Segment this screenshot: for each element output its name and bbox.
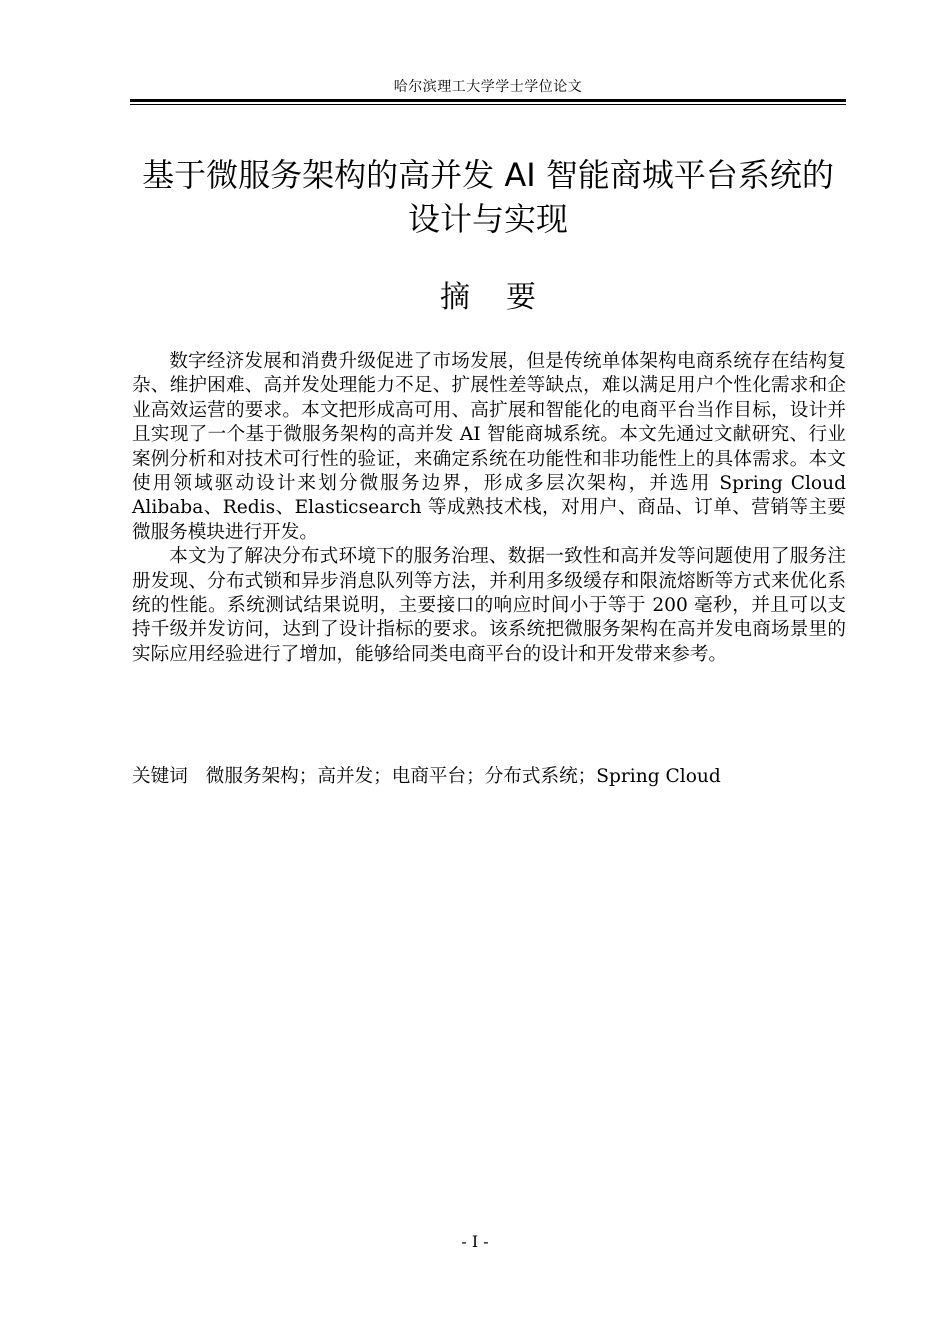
keywords-text: 微服务架构；高并发；电商平台；分布式系统；Spring Cloud bbox=[205, 766, 721, 787]
keywords-line bbox=[132, 764, 846, 790]
thesis-title bbox=[110, 153, 866, 241]
abstract-body bbox=[132, 350, 846, 667]
header-rule-thick bbox=[130, 99, 846, 102]
running-header: 哈尔滨理工大学学士学位论文 bbox=[393, 79, 583, 95]
page-number: - I - bbox=[461, 1232, 489, 1251]
abstract-heading: 摘要 bbox=[440, 280, 572, 315]
keywords-label: 关键词 bbox=[132, 766, 188, 787]
abstract-paragraph-2: 本文为了解决分布式环境下的服务治理、数据一致性和高并发等问题使用了服务注册发现、分布式锁和异步消息队列等方法，并利用多级缓存和限流熔断等方式来优化系统的性能。系统测试结果说明，主要接口的响应时间小于等于 200 毫秒，并且可以支持千级并发访问，达到了设计指标的要求。该系统把微服务架构在高并发电商场景里的实际应用经验进行了增加，能够给同类电商平台的设计和开发带来参考。 bbox=[132, 546, 846, 665]
thesis-title-line-1: 基于微服务架构的高并发 AI 智能商城平台系统的 bbox=[142, 156, 834, 194]
thesis-title-line-2: 设计与实现 bbox=[407, 200, 568, 238]
header-rule-thin bbox=[130, 104, 846, 105]
abstract-paragraph-1: 数字经济发展和消费升级促进了市场发展，但是传统单体架构电商系统存在结构复杂、维护困难、高并发处理能力不足、扩展性差等缺点，难以满足用户个性化需求和企业高效运营的要求。本文把形成高可用、高扩展和智能化的电商平台当作目标，设计并且实现了一个基于微服务架构的高并发 AI 智能商城系统。本文先通过文献研究、行业案例分析和对技术可行性的验证，来确定系统在功能性和非功能性上的具体需求。本文使用领域驱动设计来划分微服务边界，形成多层次架构，并选用 Spring Cloud Alibaba、Redis、Elasticsearch 等成熟技术栈，对用户、商品、订单、营销等主要微服务模块进行开发。 bbox=[132, 351, 846, 543]
